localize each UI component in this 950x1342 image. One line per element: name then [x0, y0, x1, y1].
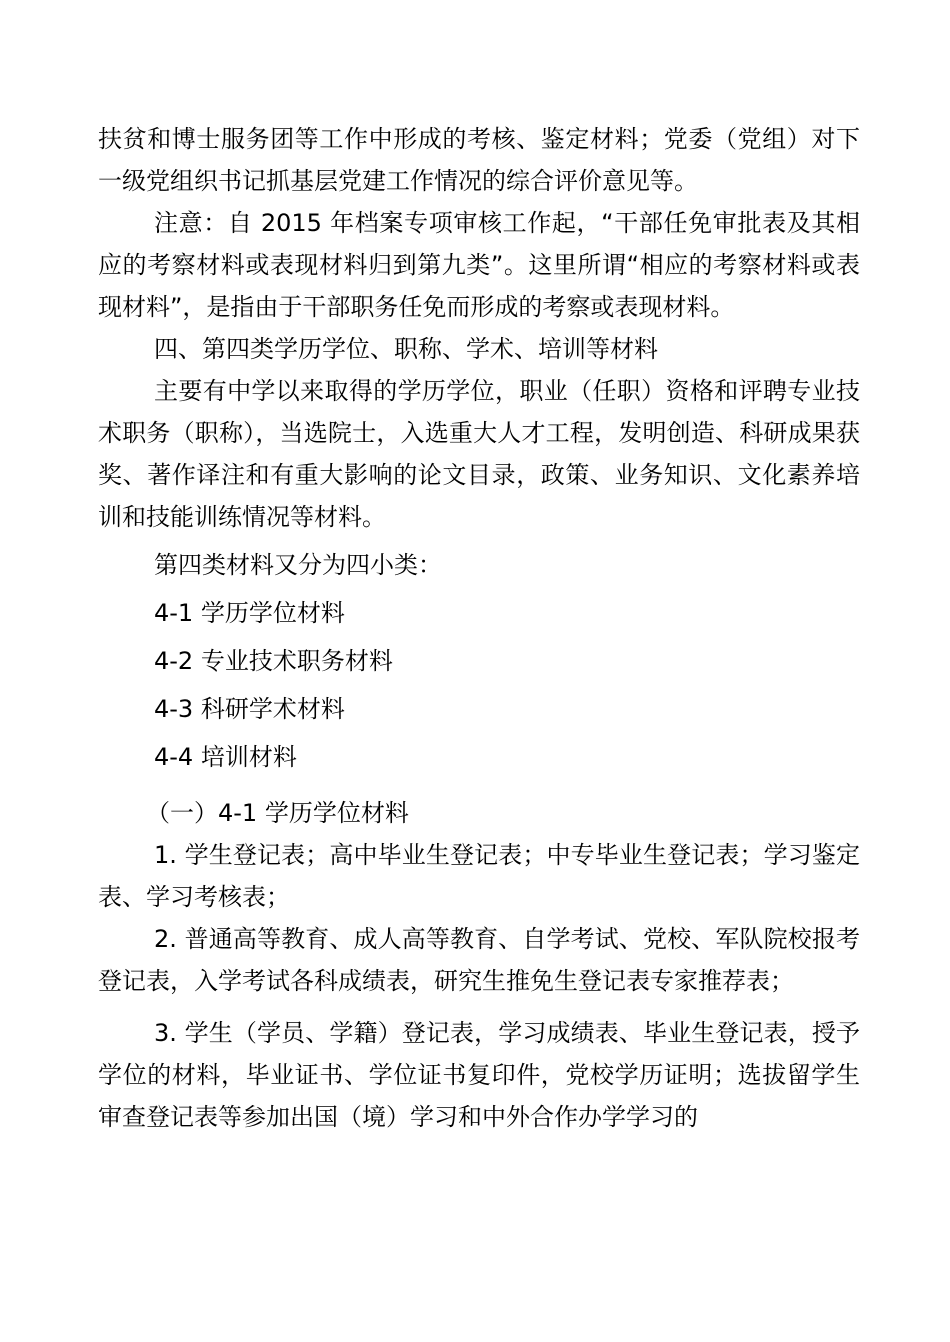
paragraph-subcategory-intro: 第四类材料又分为四小类：	[154, 551, 442, 579]
numbered-item-3: 3. 学生（学员、学籍）登记表，学习成绩表、毕业生登记表，授予学位的材料，毕业证书、学位证书复印件，党校学历证明；选拔留学生审查登记表等参加出国（境）学习和中外合作办学学习的	[98, 1019, 860, 1131]
list-item-subcategory-1: 4-1 学历学位材料	[154, 599, 345, 627]
document-body	[98, 118, 860, 1138]
list-item-subcategory-4: 4-4 培训材料	[154, 743, 297, 771]
list-item-subcategory-2: 4-2 专业技术职务材料	[154, 647, 393, 675]
paragraph-continued: 扶贫和博士服务团等工作中形成的考核、鉴定材料；党委（党组）对下一级党组织书记抓基层党建工作情况的综合评价意见等。	[98, 125, 860, 195]
subsection-heading-4-1: （一）4-1 学历学位材料	[146, 799, 409, 827]
list-item-subcategory-3: 4-3 科研学术材料	[154, 695, 345, 723]
numbered-item-2: 2. 普通高等教育、成人高等教育、自学考试、党校、军队院校报考登记表，入学考试各科成绩表，研究生推免生登记表专家推荐表；	[98, 925, 860, 995]
paragraph-category-4-description: 主要有中学以来取得的学历学位，职业（任职）资格和评聘专业技术职务（职称），当选院士，入选重大人才工程，发明创造、科研成果获奖、著作译注和有重大影响的论文目录，政策、业务知识、文化素养培训和技能训练情况等材料。	[98, 377, 860, 531]
section-heading-category-4: 四、第四类学历学位、职称、学术、培训等材料	[154, 335, 658, 363]
numbered-item-1: 1. 学生登记表；高中毕业生登记表；中专毕业生登记表；学习鉴定表、学习考核表；	[98, 841, 860, 911]
paragraph-note: 注意：自 2015 年档案专项审核工作起，“干部任免审批表及其相应的考察材料或表现材料归到第九类”。这里所谓“相应的考察材料或表现材料”，是指由于干部职务任免而形成的考察或表现材料。	[98, 209, 860, 321]
